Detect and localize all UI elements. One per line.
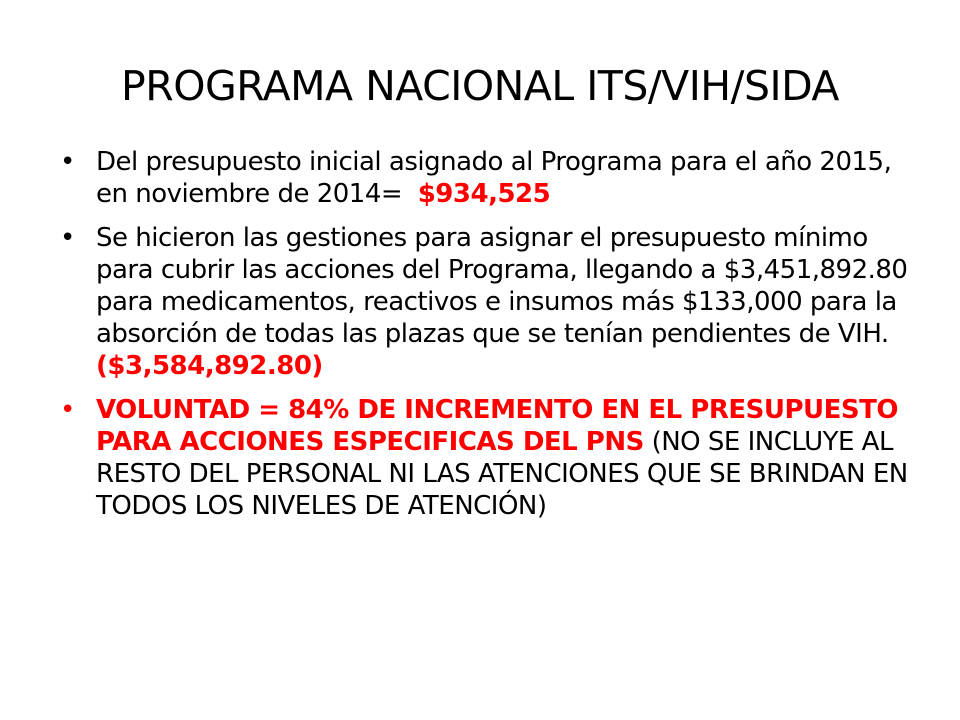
bullet-item-budget-management: [58, 222, 918, 382]
bullet-item-voluntad: [58, 394, 918, 522]
bullet-highlight-total: ($3,584,892.80): [96, 351, 323, 381]
slide-title: PROGRAMA NACIONAL ITS/VIH/SIDA: [121, 62, 839, 110]
bullet-text: Se hicieron las gestiones para asignar el presupuesto mínimo para cubrir las acciones del Programa, llegando a $3,451,892.80 para medicamentos, reactivos e insumos más $133,000 para la absorción de todas las plazas que se tenían pendientes de VIH.: [96, 223, 908, 349]
bullet-dot-icon: •: [60, 395, 75, 425]
bullet-dot-icon: •: [60, 147, 75, 177]
bullet-text: Del presupuesto inicial asignado al Programa para el año 2015, en noviembre de 2014=: [96, 147, 892, 209]
bullet-highlight-amount: $934,525: [417, 179, 551, 209]
bullet-highlight-voluntad: VOLUNTAD = 84% DE INCREMENTO EN EL PRESUPUESTO PARA ACCIONES ESPECIFICAS DEL PNS: [96, 395, 898, 457]
bullet-item-budget-initial: [58, 146, 918, 210]
bullet-list: [58, 146, 918, 534]
bullet-dot-icon: •: [60, 223, 75, 253]
bullet-text: (NO SE INCLUYE AL RESTO DEL PERSONAL NI LAS ATENCIONES QUE SE BRINDAN EN TODOS LOS NIVELES DE ATENCIÓN): [96, 427, 908, 521]
